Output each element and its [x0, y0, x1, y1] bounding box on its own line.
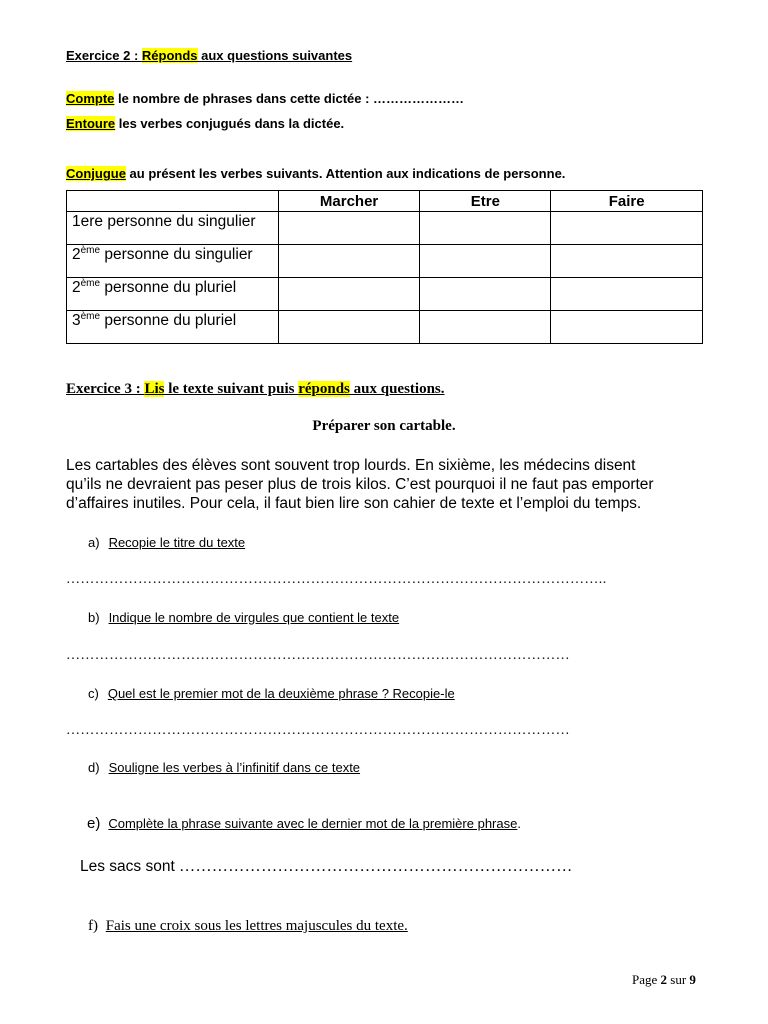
- instruction-conjugue: [66, 166, 565, 181]
- row-label: [67, 212, 279, 245]
- answer-cell-faire[interactable]: [551, 245, 703, 278]
- row-label-text: personne du singulier: [100, 246, 253, 263]
- answer-cell-faire[interactable]: [551, 212, 703, 245]
- table-row: [67, 245, 703, 278]
- question-c: [88, 685, 455, 703]
- compte-keyword: Compte: [66, 91, 115, 106]
- question-text: Fais une croix sous les lettres majuscules du texte.: [105, 918, 408, 934]
- exercise3-title: [66, 381, 445, 398]
- exercise2-title-prefix: Exercice 2 :: [66, 48, 142, 63]
- table-row: [67, 311, 703, 344]
- question-text: Recopie le titre du texte: [108, 535, 246, 550]
- question-period: .: [517, 816, 521, 831]
- row-label-text: personne du pluriel: [100, 312, 237, 329]
- answer-cell-etre[interactable]: [420, 311, 551, 344]
- question-label: a): [88, 535, 100, 550]
- question-label: f): [88, 918, 98, 934]
- question-label: d): [88, 760, 100, 775]
- row-label-number: 2: [72, 279, 81, 296]
- answer-line-c[interactable]: ……………………………………………………………………………………………: [66, 723, 570, 738]
- conjugue-keyword: Conjugue: [66, 166, 126, 181]
- answer-cell-etre[interactable]: [420, 278, 551, 311]
- sentence-answer-dots[interactable]: ………………………………………………………………: [179, 858, 573, 875]
- page-current: 2: [660, 972, 668, 987]
- question-text: Quel est le premier mot de la deuxième phrase ? Recopie-le: [107, 686, 455, 701]
- row-label-number: 3: [72, 312, 81, 329]
- question-label: b): [88, 610, 100, 625]
- reading-paragraph: [66, 456, 654, 513]
- page-total: 9: [689, 972, 696, 987]
- question-d: [88, 759, 360, 777]
- exercise2-title-highlight: Réponds: [141, 48, 198, 63]
- paragraph-line: Les cartables des élèves sont souvent trop lourds. En sixième, les médecins disent: [66, 457, 636, 474]
- conjugation-table: [66, 190, 703, 344]
- exercise2-title-rest: aux questions suivantes: [197, 48, 353, 63]
- question-text: Indique le nombre de virgules que contient le texte: [108, 610, 400, 625]
- answer-cell-faire[interactable]: [551, 311, 703, 344]
- paragraph-line: qu’ils ne devraient pas peser plus de trois kilos. C’est pourquoi il ne faut pas emporter: [66, 476, 654, 493]
- answer-cell-faire[interactable]: [551, 278, 703, 311]
- entoure-keyword: Entoure: [66, 116, 116, 131]
- table-header-etre: Etre: [420, 191, 551, 212]
- question-f: [88, 918, 408, 935]
- table-header-empty: [67, 191, 279, 212]
- instruction-entoure: [66, 116, 344, 131]
- table-row: [67, 278, 703, 311]
- conjugue-text: au présent les verbes suivants. Attention aux indications de personne.: [125, 166, 566, 181]
- row-label-sup: ème: [80, 278, 101, 289]
- row-label-number: 2: [72, 246, 81, 263]
- paragraph-line: d’affaires inutiles. Pour cela, il faut bien lire son cahier de texte et l’emploi du temps.: [66, 495, 642, 512]
- exercise3-title-prefix: Exercice 3 :: [66, 381, 145, 397]
- page-number: [632, 972, 696, 988]
- instruction-compte: [66, 91, 464, 106]
- row-label-text: 1ere personne du singulier: [72, 213, 256, 230]
- exercise3-keyword-reponds: réponds: [298, 381, 350, 397]
- answer-cell-marcher[interactable]: [278, 212, 420, 245]
- page-word: Page: [632, 972, 661, 987]
- row-label: [67, 311, 279, 344]
- sentence-start: Les sacs sont: [80, 858, 180, 875]
- row-label: [67, 278, 279, 311]
- question-a: [88, 534, 245, 552]
- exercise2-title: [66, 48, 352, 63]
- question-b: [88, 609, 399, 627]
- answer-line-a[interactable]: …………………………………………………………………………………………………..: [66, 572, 607, 587]
- text-title: Préparer son cartable.: [312, 418, 456, 434]
- sentence-to-complete: [80, 858, 573, 876]
- exercise3-keyword-lis: Lis: [144, 381, 165, 397]
- answer-cell-marcher[interactable]: [278, 311, 420, 344]
- row-label: [67, 245, 279, 278]
- page-of-word: sur: [667, 972, 690, 987]
- table-header-row: [67, 191, 703, 212]
- answer-cell-marcher[interactable]: [278, 278, 420, 311]
- answer-cell-etre[interactable]: [420, 245, 551, 278]
- question-label: c): [88, 686, 99, 701]
- row-label-sup: ème: [80, 245, 101, 256]
- row-label-text: personne du pluriel: [100, 279, 237, 296]
- exercise3-title-mid: le texte suivant puis: [164, 381, 299, 397]
- question-text: Souligne les verbes à l’infinitif dans ce texte: [108, 760, 361, 775]
- question-label: e): [87, 815, 101, 832]
- question-e: [87, 815, 521, 833]
- question-text: Complète la phrase suivante avec le dernier mot de la première phrase: [108, 816, 518, 831]
- answer-line-b[interactable]: ……………………………………………………………………………………………: [66, 648, 570, 663]
- table-header-marcher: Marcher: [278, 191, 420, 212]
- entoure-text: les verbes conjugués dans la dictée.: [115, 116, 345, 131]
- answer-cell-etre[interactable]: [420, 212, 551, 245]
- answer-cell-marcher[interactable]: [278, 245, 420, 278]
- compte-text: le nombre de phrases dans cette dictée :: [114, 91, 374, 106]
- table-header-faire: Faire: [551, 191, 703, 212]
- compte-answer-dots: …………………: [373, 91, 465, 106]
- row-label-sup: ème: [80, 311, 101, 322]
- table-row: [67, 212, 703, 245]
- exercise3-title-rest: aux questions.: [349, 381, 445, 397]
